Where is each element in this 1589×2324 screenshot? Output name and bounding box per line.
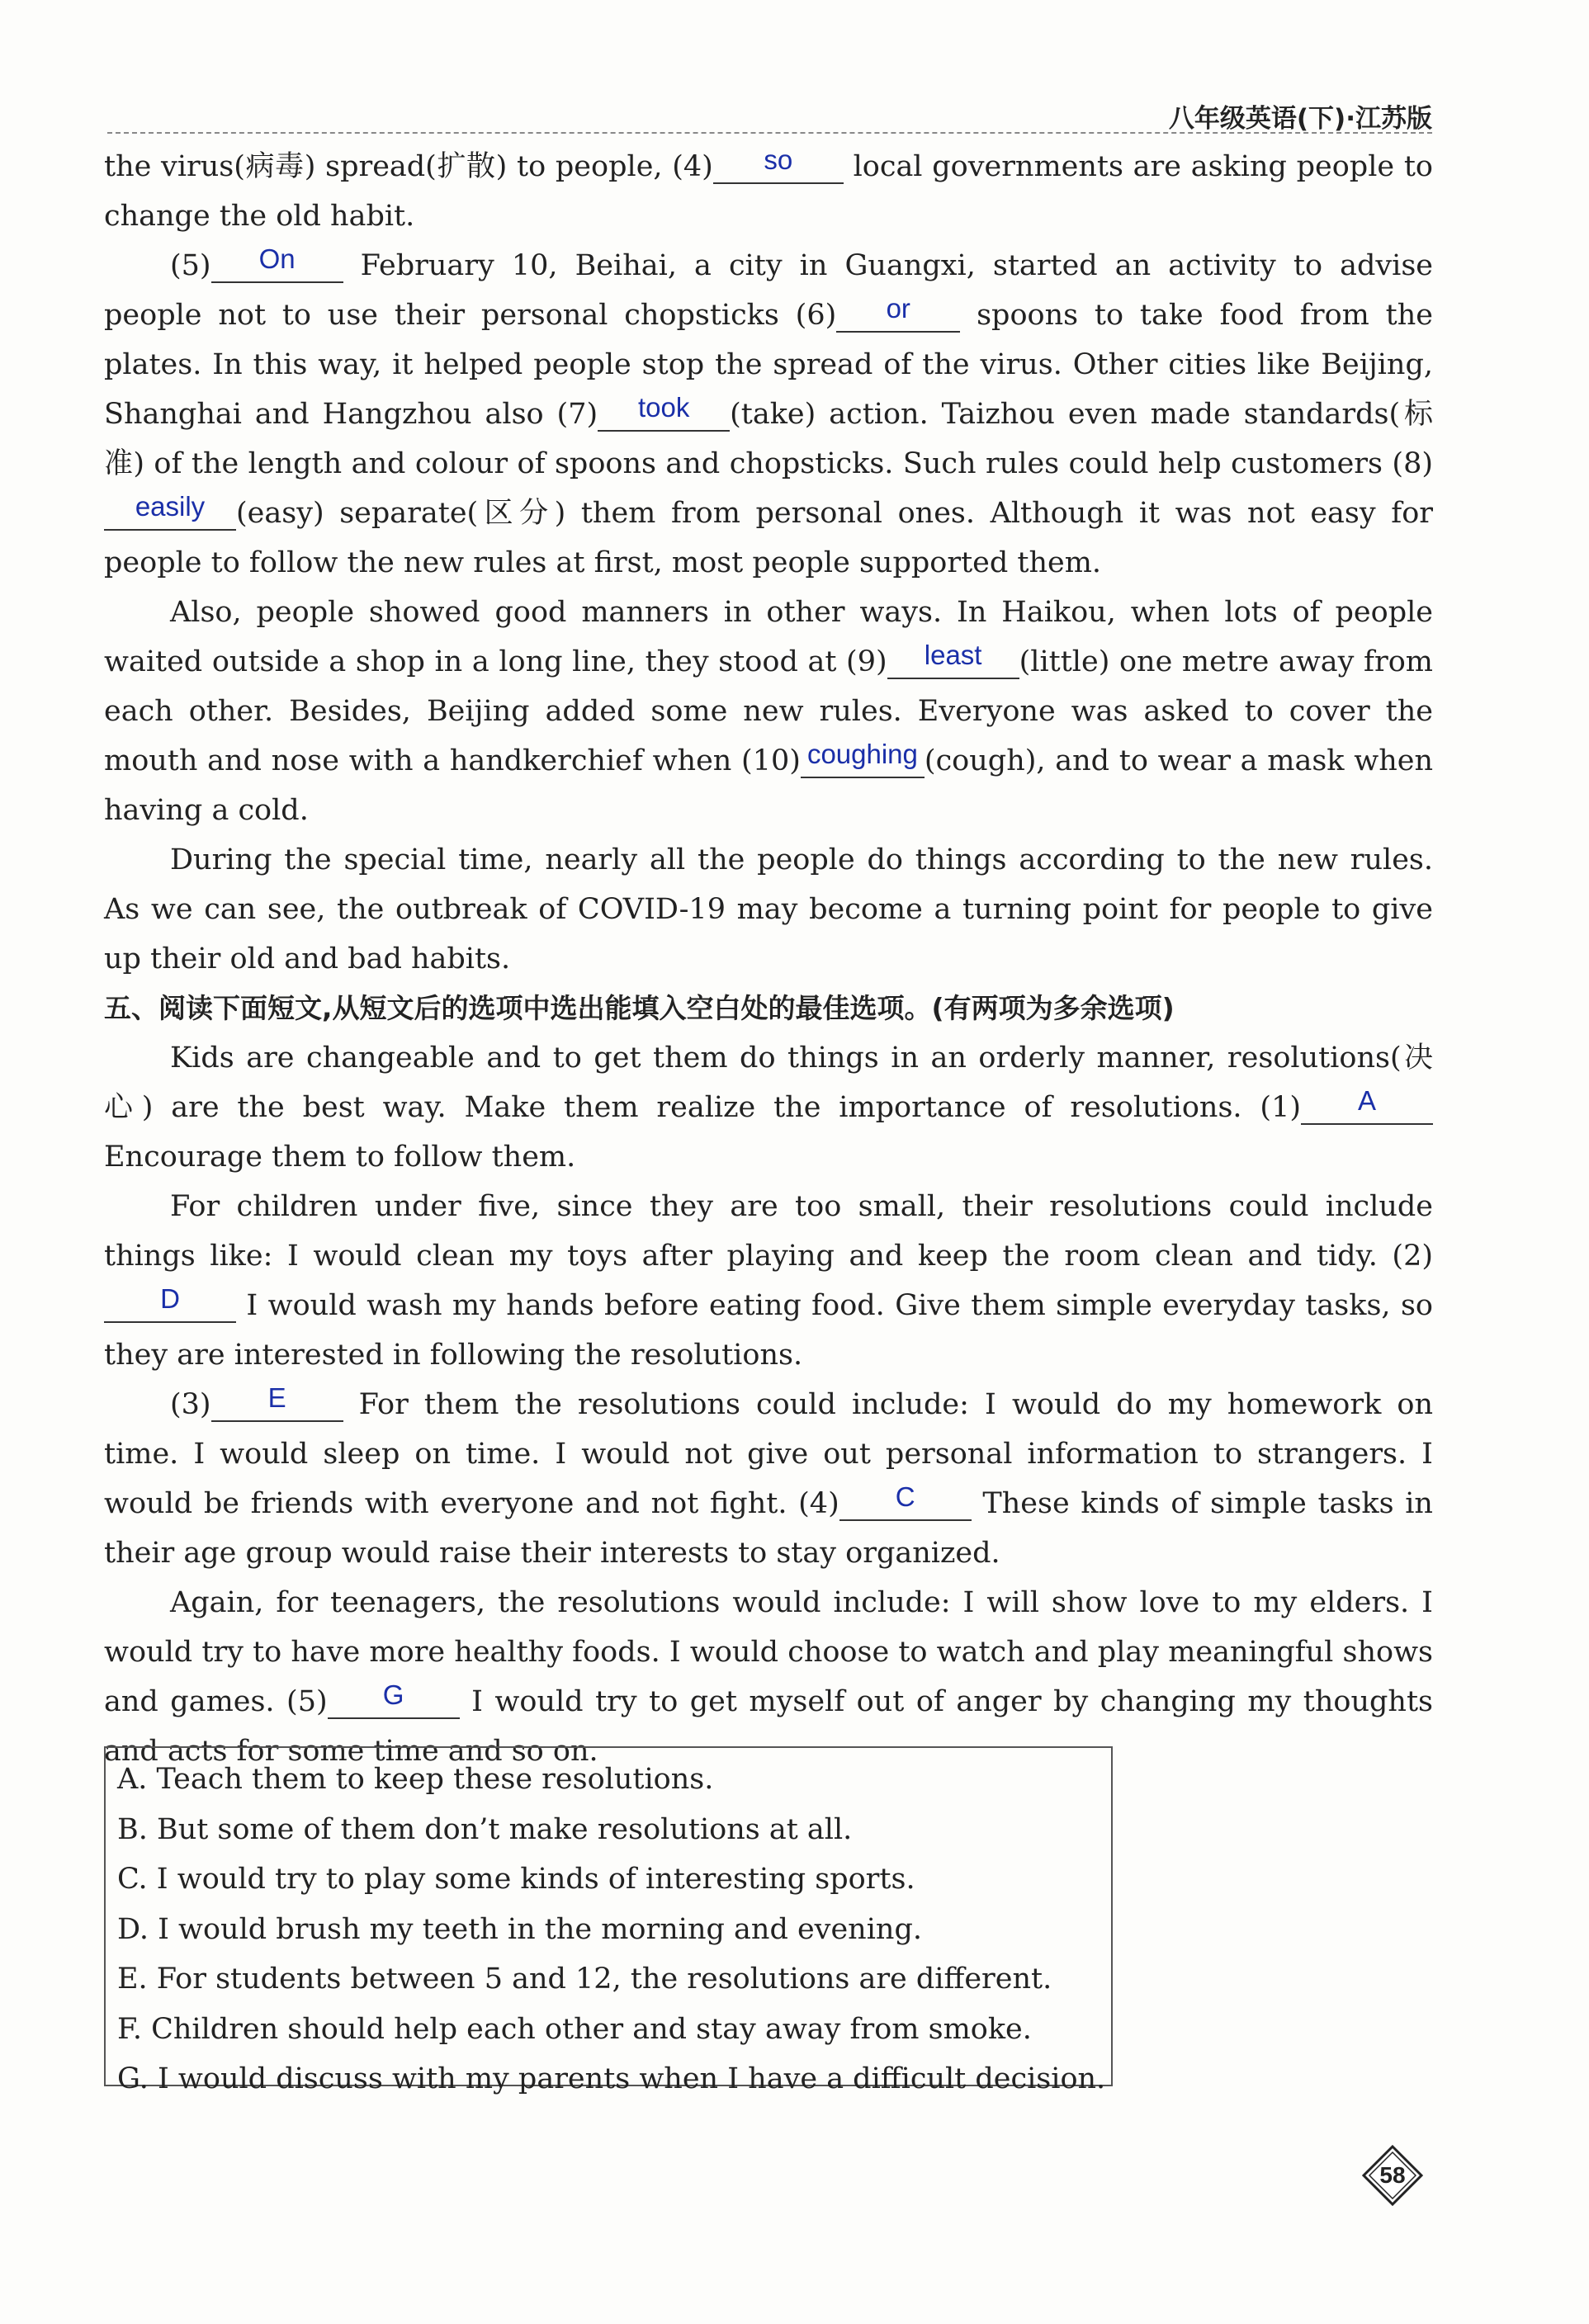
section5-paragraph-3 bbox=[104, 1380, 1433, 1578]
text-run: I would try to get myself out of anger by changing my thoughts and acts for some time and so on. bbox=[104, 1685, 1433, 1768]
text-run: (5) bbox=[170, 249, 211, 282]
section5-paragraph-1 bbox=[104, 1033, 1433, 1182]
blank-7[interactable] bbox=[598, 392, 730, 432]
blank-10[interactable] bbox=[801, 739, 925, 778]
blank-s5[interactable] bbox=[328, 1679, 460, 1719]
text-run: spoons to take food from the plates. In this way, it helped people stop the spread of the virus. Other cities like Beijing, Shanghai and Hangzhou also (7) bbox=[104, 299, 1433, 431]
text-run: Again, for teenagers, the resolutions would include: I will show love to my elders. I would try to have more healthy foods. I would choose to watch and play meaningful shows and games. (5) bbox=[104, 1586, 1433, 1718]
text-run: Encourage them to follow them. bbox=[104, 1141, 576, 1174]
text-run: the virus(病毒) spread(扩散) to people, (4) bbox=[104, 150, 713, 183]
page-number: 58 bbox=[1379, 2162, 1406, 2188]
option-a: A. Teach them to keep these resolutions. bbox=[117, 1763, 714, 1796]
answer-4: so bbox=[764, 144, 793, 175]
blank-9[interactable] bbox=[887, 640, 1019, 679]
answer-s4: C bbox=[895, 1481, 915, 1512]
answer-s1: A bbox=[1357, 1085, 1376, 1116]
passage1-paragraph-0 bbox=[104, 142, 1433, 241]
header-title: 八年级英语(下)·江苏版 bbox=[1168, 104, 1432, 134]
blank-s3[interactable] bbox=[211, 1382, 343, 1422]
blank-4[interactable] bbox=[713, 144, 844, 184]
text-run: For children under five, since they are too small, their resolutions could include things like: I would clean my toys after playing and keep the room clean and tidy. (2) bbox=[104, 1190, 1433, 1273]
text-run: local governments are asking people to change the old habit. bbox=[104, 150, 1433, 233]
section-title: 五、阅读下面短文,从短文后的选项中选出能填入空白处的最佳选项。(有两项为多余选项) bbox=[104, 992, 1175, 1024]
blank-5[interactable] bbox=[211, 243, 343, 283]
answer-5: On bbox=[258, 243, 296, 274]
answer-8: easily bbox=[135, 491, 206, 522]
option-c: C. I would try to play some kinds of interesting sports. bbox=[117, 1863, 915, 1896]
answer-7: took bbox=[637, 392, 690, 423]
text-run: Also, people showed good manners in other ways. In Haikou, when lots of people waited outside a shop in a long line, they stood at (9) bbox=[104, 596, 1433, 678]
blank-s4[interactable] bbox=[839, 1481, 972, 1521]
answer-s3: E bbox=[267, 1382, 286, 1413]
text-run: Kids are changeable and to get them do things in an orderly manner, resolutions(决心) are the best way. Make them realize the importance of resolutions. (1) bbox=[104, 1042, 1433, 1124]
page-number-badge bbox=[1362, 2145, 1423, 2206]
option-d: D. I would brush my teeth in the morning and evening. bbox=[117, 1912, 922, 1946]
text-run: (cough), and to wear a mask when having a cold. bbox=[104, 744, 1434, 827]
option-b: B. But some of them don’t make resolutions at all. bbox=[117, 1812, 853, 1846]
blank-s2[interactable] bbox=[104, 1283, 236, 1323]
passage1-paragraph-3: During the special time, nearly all the people do things according to the new rules. As we can see, the outbreak of COVID-19 may become a turning point for people to give up their old and bad habits. bbox=[104, 843, 1433, 975]
text-run: (easy) separate(区分) them from personal ones. Although it was not easy for people to follow the new rules at first, most people supported them. bbox=[104, 497, 1433, 579]
page-body bbox=[104, 142, 1433, 1776]
option-g: G. I would discuss with my parents when I have a difficult decision. bbox=[117, 2062, 1106, 2095]
text-run: (little) one metre away from each other. Besides, Beijing added some new rules. Everyone was asked to cover the mouth and nose with a handkerchief when (10) bbox=[104, 645, 1433, 777]
options-box bbox=[104, 1746, 1113, 2095]
blank-s1[interactable] bbox=[1301, 1085, 1433, 1125]
passage1-paragraph-1 bbox=[104, 241, 1433, 588]
answer-6: or bbox=[886, 293, 910, 324]
option-e: E. For students between 5 and 12, the resolutions are different. bbox=[117, 1963, 1052, 1996]
option-f: F. Children should help each other and stay away from smoke. bbox=[117, 2012, 1032, 2046]
blank-6[interactable] bbox=[836, 293, 960, 333]
text-run: (3) bbox=[170, 1388, 211, 1421]
text-run: These kinds of simple tasks in their age group would raise their interests to stay organized. bbox=[104, 1487, 1433, 1570]
answer-s5: G bbox=[382, 1679, 404, 1710]
answer-9: least bbox=[924, 640, 982, 670]
text-run: (take) action. Taizhou even made standards(标准) of the length and colour of spoons and chopsticks. Such rules could help customers (8) bbox=[104, 398, 1433, 480]
passage1-paragraph-2 bbox=[104, 588, 1433, 835]
text-run: I would wash my hands before eating food. Give them simple everyday tasks, so they are interested in following the resolutions. bbox=[104, 1289, 1433, 1372]
text-run: For them the resolutions could include: I would do my homework on time. I would sleep on time. I would not give out personal information to strangers. I would be friends with everyone and not fight. (4) bbox=[104, 1388, 1433, 1520]
page-header bbox=[107, 97, 1432, 134]
blank-8[interactable] bbox=[104, 491, 236, 531]
answer-s2: D bbox=[160, 1283, 180, 1314]
answer-10: coughing bbox=[806, 739, 918, 769]
section5-paragraph-2 bbox=[104, 1182, 1433, 1380]
text-run: February 10, Beihai, a city in Guangxi, started an activity to advise people not to use their personal chopsticks (6) bbox=[104, 249, 1433, 332]
